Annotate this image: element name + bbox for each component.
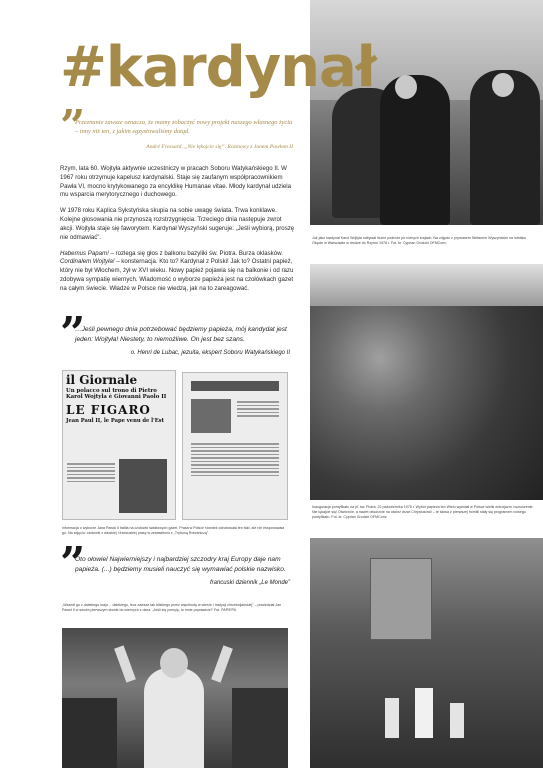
page-title: #kardynał	[60, 35, 376, 100]
quote-mark-icon: ”	[60, 101, 86, 152]
quote-le-monde-text: Oto ołowiel Najwierniejszy i najbardziej szczodry kraj Europy daje nam papieża. (...) będziemy musieli nauczyć się wymawiać polskie nazwisko.	[75, 556, 286, 573]
caption-top-photo: Już jako kardynał Karol Wojtyła odbywał liczne podróże po różnych krajach. Na zdjęciu z prymasem Stefanem Wyszyńskim na lotnisku Okęcie w Warszawie w drodze do Rzymu 1978 r. Fot. kr. Cyprian Grodzki OFMConv.	[312, 236, 527, 246]
habemus-papam-text: Habemus Papam!	[60, 249, 109, 257]
quote-mark-icon: ”	[60, 538, 86, 589]
caption-newspapers: Informacja o wyborze Jana Pawła II trafiła na czołówki światowych gazet. Prasa w Polsce również odnotowała ten fakt, ale nie eksponowała go. Na zdjęciu: czołówki z włoskiej i francuskiej prasy w zestawieniu z „Trybuną Robotniczą”.	[62, 526, 285, 536]
quote-frossard-source: André Frossard, „Nie lękajcie się”. Rozmowy z Janem Pawłem II	[146, 144, 293, 150]
quote-le-monde-source: francuski dziennik „Le Monde”	[209, 580, 290, 586]
photo-car-cardinals	[310, 0, 543, 225]
photo-pope-balcony-wave	[62, 628, 288, 768]
paragraph-1: Rzym, lata 60. Wojtyła aktywnie uczestniczy w pracach Soboru Watykańskiego II. W 1967 roku otrzymuje kapelusz kardynalski. Staje się zaufanym współpracownikiem Pawła VI, mocno krytykowanego za encyklikę Humanae vitae. Młody kardynał udziela mu wsparcia merytorycznego i duchowego.	[60, 165, 291, 199]
paragraph-2: W 1978 roku Kaplica Sykstyńska skupia na sobie uwagę świata. Trwa konklawe. Kolejne głosowania nie przynoszą rozstrzygnięcia. Trzeciego dnia następuje zwrot akcji. Wojtyła staje się faworytem. Kardynał Wyszyński sugeruje: „Jeśli wybiorą, proszę nie odmawiać”.	[60, 207, 295, 241]
cardinal-name-text: Cordinalem Wojtyła!	[60, 258, 115, 266]
photo-balcony-ceremony	[310, 538, 543, 768]
newspaper-clipping-il-giornale: il Giornale Un polacco sul trono di Pietro Karol Wojtyla è Giovanni Paolo II LE FIGARO Jean Paul II, le Pape venu de l'Est	[62, 370, 176, 520]
quote-mark-icon: ”	[60, 308, 86, 359]
paragraph-3: Habemus Papam! – rozlega się głos z balkonu bazyliki św. Piotra. Burza oklasków. Cordinalem Wojtyła! – konsternacja. Kto to? Kardynał z Polski! Jak to? Ostatni papież, który nie był Włochem, żył w XVI wieku. Nowy papież pojawia się na balkonie i od razu zdobywa sympatię wiernych. Wiadomość o wyborze papieża jest na czołówkach gazet na całym świecie. Władze w Polsce nie wiedzą, jak na to zareagować.	[60, 249, 294, 292]
caption-middle-photo: Inauguracja pontyfikatu na pl. św. Piotra, 22 października 1978 r. Wybór papieża ten Wielu wywołał w Polsce wielki entuzjazm i wzruszenie. Nie lękajcie się! Otwórzcie, a nawet otwórzcie na oścież drzwi Chrystusowi! – te słowa z pierwszej homilii stały się programem nowego pontyfikatu. Fot. kr. Cyprian Grodzki OFMConv.	[312, 505, 534, 520]
caption-bottom-photo: „Wszedł go z dalekiego kraju… dalekiego, lecz zawsze tak bliskiego przez wspólnotę w wierze i tradycji chrześcijańskiej” – powiedział Jan Paweł II w swoim pierwszym słowie do wiernych z okna. „Jeśli się pomylę, to mnie poprawicie!” Fot. PAP/EPA	[62, 603, 282, 613]
quote-de-lubac-text: …Jeśli pewnego dnia potrzebować będziemy papieża, mój kandydat jest jeden: Wojtyła! Niestety, to niemożliwe. On jest bez szans.	[75, 326, 287, 343]
quote-frossard-text: Przeznanie zawsze oznacza, że mamy zobaczyć nowy projekt naszego własnego życia – inny niż ten, z jakim egzystowaliśmy dotąd.	[75, 119, 293, 136]
quote-de-lubac-source: o. Henri de Lubac, jezuita, ekspert Soboru Watykańskiego II	[130, 350, 290, 356]
newspaper-clipping-trybuna	[182, 372, 288, 520]
main-article-text	[60, 165, 296, 301]
photo-st-peters-crowd	[310, 264, 543, 500]
